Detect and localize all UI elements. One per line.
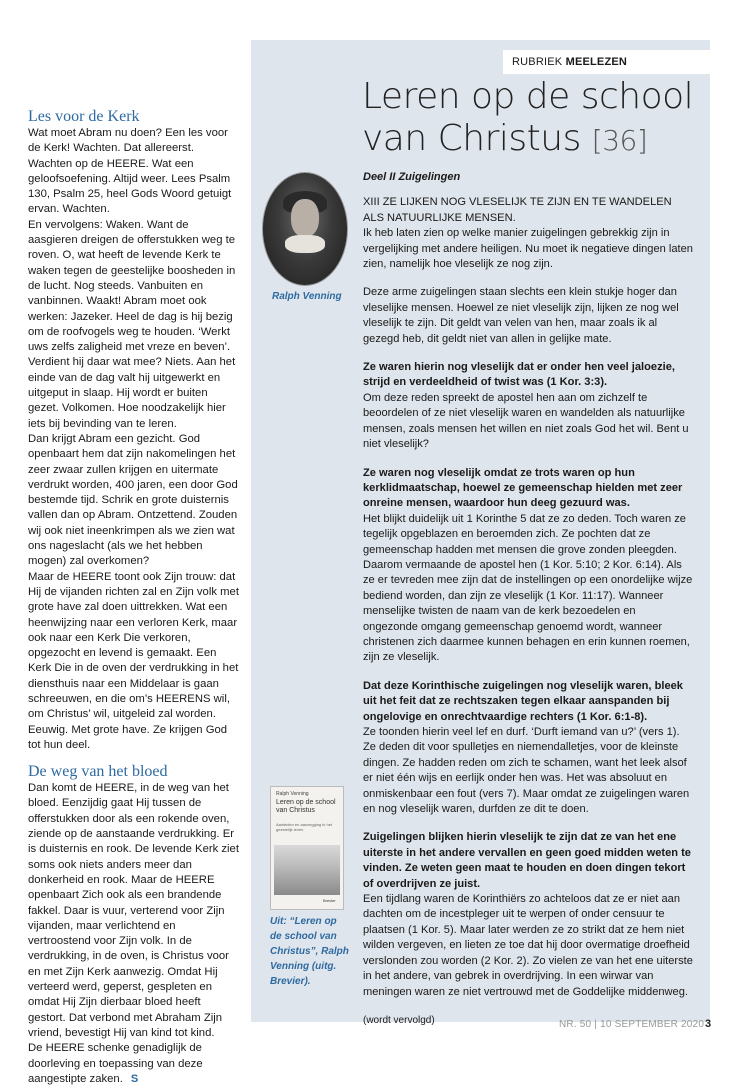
section-label-deel: Deel II Zuigelingen: [363, 171, 461, 183]
bold-point: Ze waren hierin nog vleselijk dat er onder hen veel jaloezie, strijd en verdeeldheid of twist was (1 Kor. 3:3).: [363, 361, 675, 389]
portrait-collar: [285, 235, 325, 253]
bold-point: Dat deze Korinthische zuigelingen nog vleselijk waren, bleek uit het feit dat ze rechtszaken tegen elkaar aanspanden bij ongelovige en onrechtvaardige rechters (1 Kor. 6:1-8).: [363, 679, 683, 723]
paragraph: Ze toonden hierin veel lef en durf. ‘Durft iemand van u?’ (vers 1). Ze deden dit voor spulletjes en niemendalletjes, voor de kleinste dingen. Ze hadden reden om zich te schamen, want het leek alsof er niet één wijs en eerlijk onder hen was. Het was absoluut en onmiskenbaar een fout (vers 7). Maar omdat ze zuigelingen waren en nog vleselijk waren, durfden ze dit te doen.: [363, 726, 690, 816]
book-cover-subtitle: Aanleiden en aanzegging in het geestelijk leven: [276, 822, 333, 832]
end-mark-icon: S: [130, 1072, 139, 1085]
book-cover-title: Leren op de school van Christus: [276, 799, 336, 814]
book-cover-image: [270, 786, 344, 910]
rubriek-name: MEELEZEN: [565, 56, 628, 68]
main-article-column: [363, 170, 693, 1028]
left-column: [28, 108, 240, 1087]
title-line-2-text: van Christus: [362, 118, 581, 159]
issue-footer: NR. 50 | 10 SEPTEMBER 2020: [559, 1019, 705, 1030]
section-heading-les-voor-de-kerk: Les voor de Kerk: [28, 108, 140, 125]
page-number: 3: [705, 1018, 712, 1030]
book-cover-publisher: Brevier: [323, 898, 336, 903]
book-cover-building-photo: [274, 845, 340, 895]
chapter-heading: XIII ZE LIJKEN NOG VLESELIJK TE ZIJN EN TE WANDELEN ALS NATUURLIJKE MENSEN.: [363, 196, 672, 224]
rubriek-label: [503, 50, 710, 74]
rubriek-prefix: RUBRIEK: [512, 56, 563, 68]
section-text-les-voor-de-kerk: Wat moet Abram nu doen? Een les voor de Kerk! Wachten. Dat allereerst. Wachten op de HEERE. Wat een geloofsoefening. Altijd weer. Lees Psalm 130, Psalm 25, heel Gods Woord getuigt ervan. Wachten. En vervolgens: Waken. Want de aasgieren dreigen de offerstukken weg te roven. O, wat heeft de levende Kerk te waken tegen de geestelijke boosheden in de lucht. Nog steeds. Vanbuiten en vanbinnen. Waakt! Abram moet ook werken: Jazeker. Heel de dag is hij bezig om de roofvogels weg te houden. ‘Werkt uws zelfs zaligheid met vreze en beven’. Verdient hij daar wat mee? Niets. Aan het einde van de dag valt hij uitgewerkt en uitgeput in slaap. Hij wordt er buiten gezet. Volkomen. Hoe noodzakelijk hier iets bij bevinding van te leren. Dan krijgt Abram een gezicht. God openbaart hem dat zijn nakomelingen het zeer zwaar zullen krijgen en uitermate verdrukt worden, 400 jaren, een door God bestemde tijd. Schrik en grote duisternis vallen dan op Abram. Ontzettend. Zouden wij ook niet ineenkrimpen als we zien wat ons nageslacht (als we het hebben mogen) zal overkomen? Maar de HEERE toont ook Zijn trouw: dat Hij de vijanden richten zal en Zijn volk met grote have zal doen uittrekken. Wat een heenwijzing naar een verloren Kerk, maar ook naar een Kerk Die verkoren, opgezocht en levend is gemaakt. Een Kerk Die in de oven der verdrukking in het diensthuis naar een Middelaar is gaan schreeuwen, en die om’s HEERENS wil, om Christus’ wil, uitgeleid zal worden. Eeuwig. Met grote have. Ze krijgen God tot hun deel.: [28, 127, 239, 751]
bold-point: Ze waren nog vleselijk omdat ze trots waren op hun kerklidmaatschap, hoewel ze gemeenschap hielden met zeer onreine mensen, waardoor hun deeg gezuurd was.: [363, 466, 683, 510]
title-number: [36]: [591, 124, 648, 157]
book-caption: Uit: “Leren op de school van Christus”, Ralph Venning (uitg. Brevier).: [270, 916, 349, 987]
book-cover-author: Ralph Venning: [276, 791, 309, 797]
paragraph: Om deze reden spreekt de apostel hen aan om zichzelf te beoordelen of ze niet vleselijk waren en wandelden als natuurlijke mensen, zoals mensen het willen en niet zoals God het wil. Bent u niet vleselijk?: [363, 391, 689, 451]
portrait-caption: Ralph Venning: [272, 291, 342, 302]
article-title: [362, 76, 702, 162]
paragraph-intro: Ik heb laten zien op welke manier zuigelingen gebrekkig zijn in vergelijking met andere heiligen. Nu moet ik negatieve dingen laten zien, namelijk hoe vleselijk ze nog zijn.: [363, 227, 693, 271]
portrait-image: [262, 172, 348, 286]
section-text-weg-van-het-bloed-body: Dan komt de HEERE, in de weg van het bloed. Eenzijdig gaat Hij tussen de offerstukken door als een rokende oven, ziende op de aanstaande verdrukking. Er is duisternis en rook. De levende Kerk ziet soms ook niets anders meer dan donkerheid en rook. Maar de HEERE openbaart Zich ook als een brandende fakkel. Daar is vuur, verterend voor Zijn vijanden, maar verlichtend en vertroostend voor Zijn volk. In de verdrukking, in de oven, is Christus voor en met Zijn Kerk aanwezig. Omdat Hij verteerd werd, geperst, gespleten en omdat Hij Zijn dierbaar bloed heeft gestort. Dat verbond met Abraham Zijn vriend, bevestigt Hij van kind tot kind. De HEERE schenke genadiglijk de doorleving en toepassing van deze aangestipte zaken.: [28, 782, 239, 1085]
title-line-2: [362, 118, 702, 162]
section-text-weg-van-het-bloed: [28, 781, 240, 1087]
paragraph: Deze arme zuigelingen staan slechts een klein stukje hoger dan vleselijke mensen. Hoewel ze niet vleselijk zijn, lijken ze nog wel vleselijk te zijn. Dit geldt van velen van hen, maar zoals ik al gezegd heb, dit geldt niet van allen in gelijke mate.: [363, 286, 679, 345]
section-heading-weg-van-het-bloed: De weg van het bloed: [28, 763, 168, 781]
portrait-face: [291, 199, 319, 237]
paragraph: Een tijdlang waren de Korinthiërs zo achteloos dat ze er niet aan dachten om de incestpleger uit te werpen of onder censuur te plaatsen (1 Kor. 5). Maar later werden ze zo strikt dat ze hem niet wilden vergeven, en lieten ze toe dat hij door overmatige droefheid verslonden zou worden (2 Kor. 2). Zo vielen ze van het ene uiterste in het andere, van gebrek in overdrijving. In een wirwar van meningen waren ze niet vertrouwd met de Goddelijke middenweg.: [363, 893, 693, 998]
title-line-1: Leren op de school: [362, 76, 694, 117]
to-be-continued: (wordt vervolgd): [363, 1014, 435, 1026]
bold-point: Zuigelingen blijken hierin vleselijk te zijn dat ze van het ene uiterste in het andere vervallen en geen goed midden weten te vinden. Ze weten geen maat te houden en doen dingen tekort of overdrijven ze juist.: [363, 831, 691, 890]
paragraph: Het blijkt duidelijk uit 1 Korinthe 5 dat ze zo deden. Toch waren ze tegelijk opgeblazen en beroemden zich. Ze pochten dat ze gemeenschap hadden met mensen die grove zonden pleegden. Daarom vermaande de apostel hen (1 Kor. 5:10; 2 Kor. 6:14). Als ze er tevreden mee zijn dat de instellingen op een onordelijke wijze bediend worden, dan zijn ze vleselijk (1 Kor. 11:17). Wanneer menselijke twisten de naam van de kerk bezoedelen en ongezonde omgang gemeenschap genoemd wordt, wanneer christenen zich daarmee kunnen behagen en erin kunnen roemen, zijn ze vleselijk.: [363, 512, 693, 664]
